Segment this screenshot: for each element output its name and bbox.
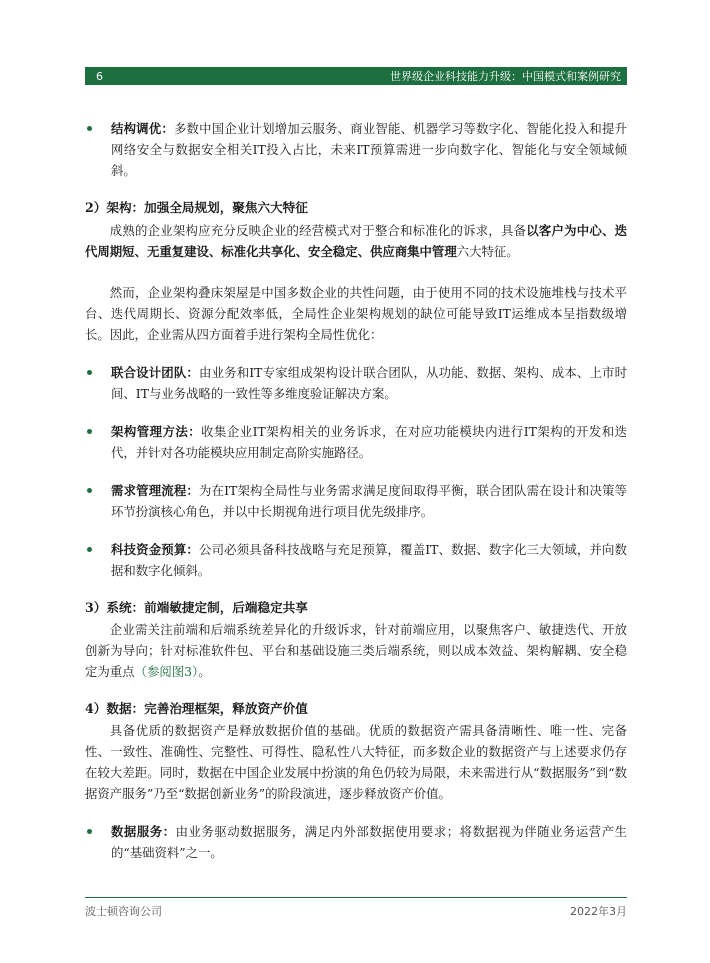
bullet-structure: 结构调优：多数中国企业计划增加云服务、商业智能、机器学习等数字化、智能化投入和提升网络安全与数据安全相关IT投入占比，未来IT预算需进一步向数字化、智能化与安全领域倾斜。 (85, 118, 627, 181)
footer-company: 波士顿咨询公司 (85, 905, 162, 918)
section-heading-architecture: 2）架构：加强全局规划，聚焦六大特征 (85, 200, 308, 215)
bullet-tech-budget: 科技资金预算：公司必须具备科技战略与充足预算，覆盖IT、数据、数字化三大领域，并向数据和数字化倾斜。 (85, 539, 627, 581)
section-heading-systems: 3）系统：前端敏捷定制，后端稳定共享 (85, 600, 308, 615)
paragraph: 具备优质的数据资产是释放数据价值的基础。优质的数据资产需具备清晰性、唯一性、完备性、一致性、准确性、完整性、可得性、隐私性八大特征，而多数企业的数据资产与上述要求仍存在较大差距。同时，数据在中国企业发展中扮演的角色仍较为局限，未来需进行从“数据服务”到“数据资产服务”乃至“数据创新业务”的阶段演进，逐步释放资产价值。 (85, 723, 627, 801)
bullet-joint-design: 联合设计团队：由业务和IT专家组成架构设计联合团队，从功能、数据、架构、成本、上市时间、IT与业务战略的一致性等多维度验证解决方案。 (85, 362, 627, 404)
paragraph: 企业需关注前端和后端系统差异化的升级诉求，针对前端应用，以聚焦客户、敏捷迭代、开放创新为导向；针对标准软件包、平台和基础设施三类后端系统，则以成本效益、架构解耦、安全稳定为重点（参阅图3）。 (85, 622, 627, 679)
page-footer (85, 903, 627, 919)
bullet-data-service: 数据服务：由业务驱动数据服务，满足内外部数据使用要求；将数据视为伴随业务运营产生的“基础资料”之一。 (85, 821, 627, 863)
bullet-dot-icon (87, 829, 92, 834)
bullet-dot-icon (87, 547, 92, 552)
report-title: 世界级企业科技能力升级：中国模式和案例研究 (390, 70, 621, 83)
bullet-dot-icon (87, 370, 92, 375)
bullet-dot-icon (87, 126, 92, 131)
paragraph: 成熟的企业架构应充分反映企业的经营模式对于整合和标准化的诉求，具备以客户为中心、迭代周期短、无重复建设、标准化共享化、安全稳定、供应商集中管理六大特征。 (85, 223, 628, 259)
bullet-architecture-method: 架构管理方法：收集企业IT架构相关的业务诉求，在对应功能模块内进行IT架构的开发和迭代，并针对各功能模块应用制定高阶实施路径。 (85, 421, 627, 463)
page-header (85, 67, 627, 85)
page-number: 6 (96, 69, 103, 83)
figure-reference-link[interactable]: （参阅图3） (134, 664, 199, 679)
paragraph: 然而，企业架构叠床架屋是中国多数企业的共性问题，由于使用不同的技术设施堆栈与技术平台、迭代周期长、资源分配效率低，全局性企业架构规划的缺位可能导致IT运维成本呈指数级增长。因此，企业需从四方面着手进行架构全局性优化： (85, 285, 627, 342)
footer-date: 2022年3月 (570, 905, 627, 918)
page-content (85, 118, 627, 863)
footer-divider (85, 897, 627, 898)
section-heading-data: 4）数据：完善治理框架，释放资产价值 (85, 701, 308, 716)
bullet-requirements-process: 需求管理流程：为在IT架构全局性与业务需求满足度间取得平衡，联合团队需在设计和决策等环节扮演核心角色，并以中长期视角进行项目优先级排序。 (85, 480, 627, 522)
bullet-dot-icon (87, 429, 92, 434)
bullet-dot-icon (87, 488, 92, 493)
